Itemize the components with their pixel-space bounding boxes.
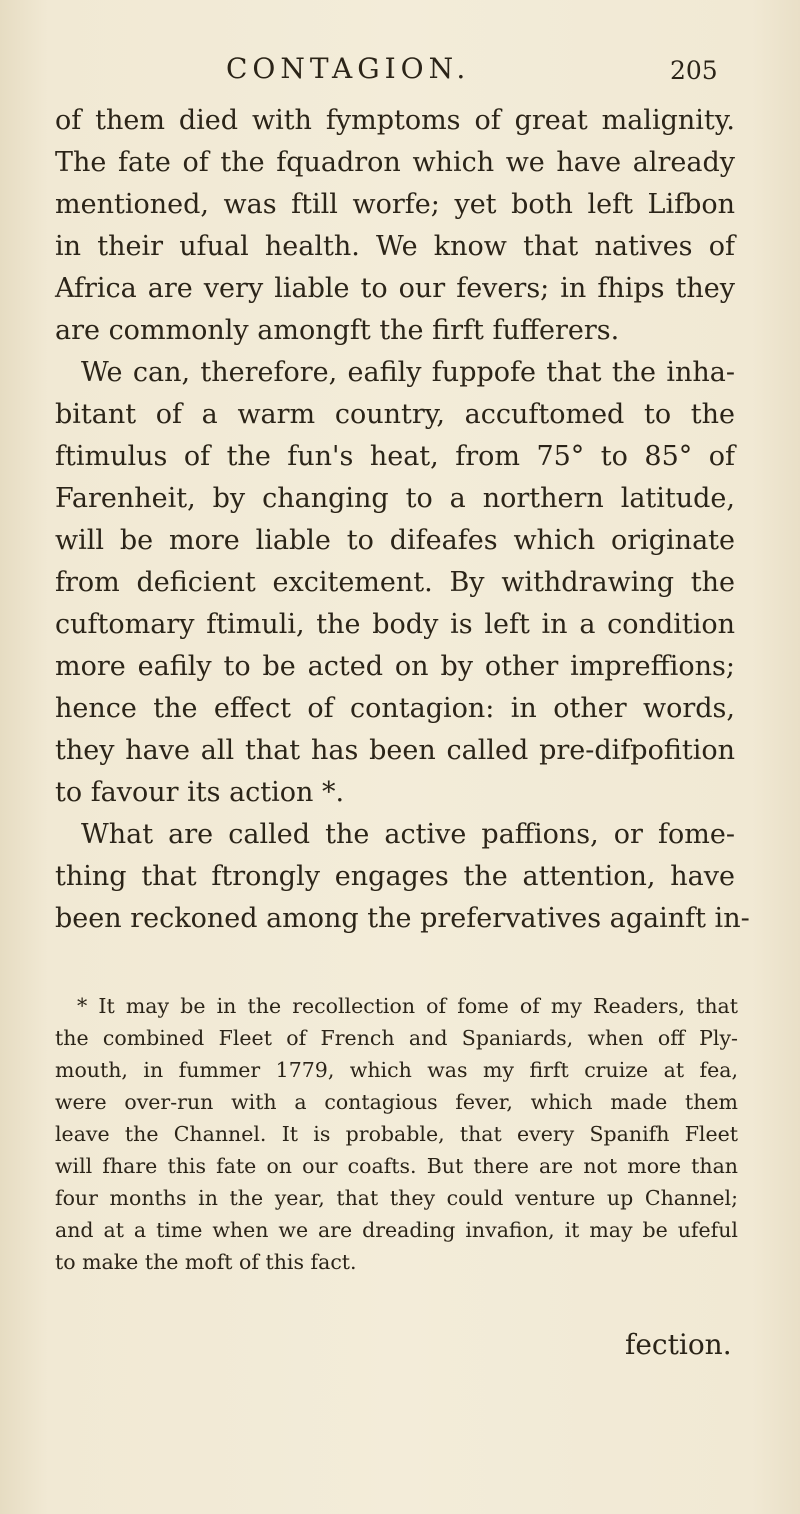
footnote-line: mouth, in fummer 1779, which was my firft cruize at fea, <box>55 1058 738 1082</box>
page-header <box>0 52 800 92</box>
body-line: in their ufual health. We know that natives of <box>55 231 735 262</box>
body-line: will be more liable to difeafes which originate <box>55 525 735 556</box>
body-line: mentioned, was ftill worfe; yet both left Lifbon <box>55 189 735 220</box>
page-number: 205 <box>670 56 718 85</box>
body-line: bitant of a warm country, accuftomed to the <box>55 399 735 430</box>
body-line: ftimulus of the fun's heat, from 75° to 85° of <box>55 441 735 472</box>
footnote-line: the combined Fleet of French and Spaniards, when off Ply- <box>55 1026 738 1050</box>
body-line: What are called the active paffions, or fome- <box>81 819 735 850</box>
footnote-line: four months in the year, that they could venture up Channel; <box>55 1186 738 1210</box>
running-head: CONTAGION. <box>226 52 471 85</box>
body-line: from deficient excitement. By withdrawing the <box>55 567 735 598</box>
footnote <box>55 990 738 1278</box>
footnote-line: and at a time when we are dreading invafion, it may be ufeful <box>55 1218 738 1242</box>
body-line: Farenheit, by changing to a northern latitude, <box>55 483 735 514</box>
footnote-line: were over-run with a contagious fever, which made them <box>55 1090 738 1114</box>
body-line: of them died with fymptoms of great malignity. <box>55 105 735 136</box>
footnote-line: leave the Channel. It is probable, that every Spanifh Fleet <box>55 1122 738 1146</box>
body-line: The fate of the fquadron which we have already <box>55 147 735 178</box>
body-line: to favour its action *. <box>55 777 345 808</box>
body-text <box>55 100 750 940</box>
footnote-line: to make the moft of this fact. <box>55 1250 357 1274</box>
catchword: fection. <box>625 1328 732 1361</box>
body-line: We can, therefore, eafily fuppofe that the inha- <box>81 357 735 388</box>
body-line: they have all that has been called pre-difpofition <box>55 735 735 766</box>
body-line: hence the effect of contagion: in other words, <box>55 693 735 724</box>
footnote-line: will fhare this fate on our coafts. But there are not more than <box>55 1154 738 1178</box>
body-line: more eafily to be acted on by other impreffions; <box>55 651 735 682</box>
body-line: cuftomary ftimuli, the body is left in a condition <box>55 609 735 640</box>
body-line: are commonly amongft the firft fufferers. <box>55 315 620 346</box>
body-line: been reckoned among the prefervatives againft in- <box>55 903 750 934</box>
body-line: Africa are very liable to our fevers; in fhips they <box>55 273 735 304</box>
body-line: thing that ftrongly engages the attention, have <box>55 861 735 892</box>
footnote-line: * It may be in the recollection of fome of my Readers, that <box>77 994 738 1018</box>
